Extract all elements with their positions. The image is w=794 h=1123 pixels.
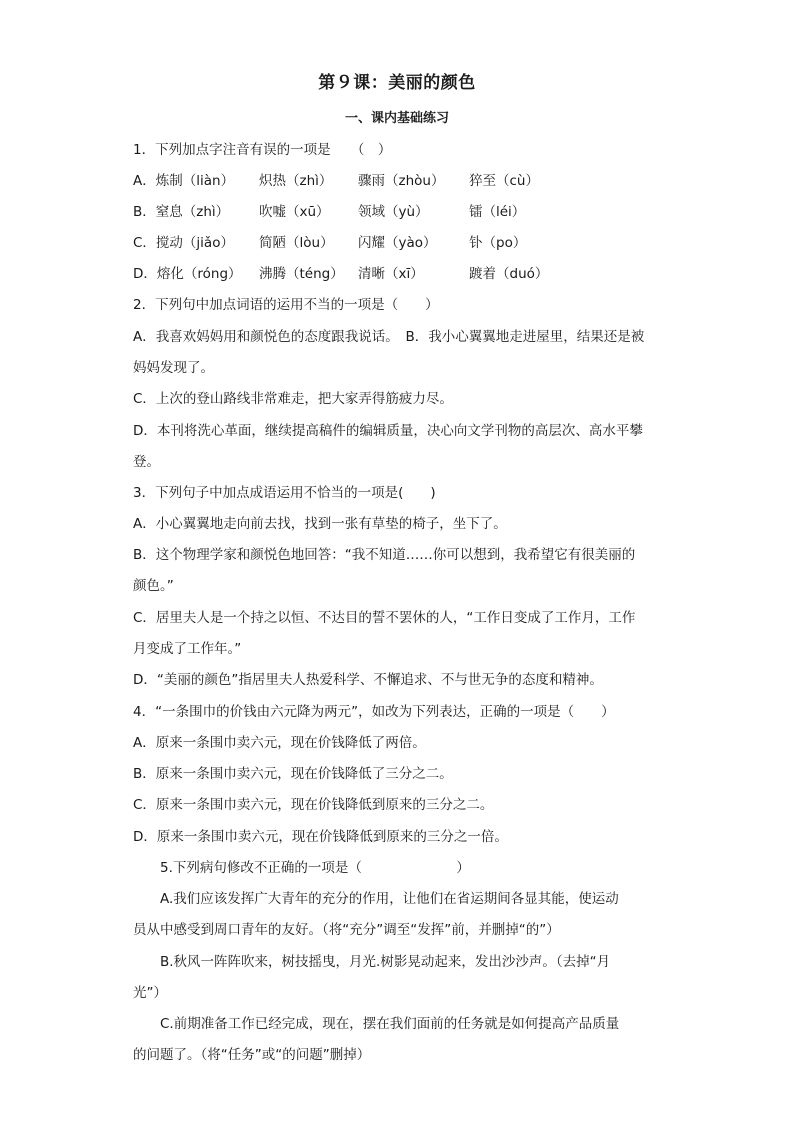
q5-option-b: B.秋风一阵阵吹来，树技摇曳，月光.树影晃动起来，发出沙沙声。（去掉“月	[160, 954, 611, 970]
q2-option-d-cont: 登。	[133, 454, 160, 470]
q2-option-c: C．上次的登山路线非常难走，把大家弄得筋疲力尽。	[133, 391, 453, 407]
q1-option: 吹嘘（xū）	[259, 204, 330, 220]
q5-stem: 5.下列病句修改不正确的一项是（ ）	[160, 860, 470, 876]
q1-stem: 1．下列加点字注音有误的一项是 （ ）	[133, 142, 392, 158]
q1-option: D．熔化（róng）	[133, 266, 242, 282]
q3-option-b-cont: 颜色。”	[133, 578, 174, 594]
q1-option: 领域（yù）	[358, 204, 429, 220]
q1-row-a	[133, 171, 553, 191]
q3-option-c: C．居里夫人是一个持之以恒、不达目的誓不罢休的人，“工作日变成了工作月，工作	[133, 610, 636, 626]
q5-option-c-cont: 的问题了。（将“任务”或“的问题”删掉）	[133, 1047, 371, 1063]
q1-option: 踱着（duó）	[469, 266, 549, 282]
q5-option-a: A.我们应该发挥广大青年的充分的作用，让他们在省运期间各显其能，使运动	[160, 891, 619, 907]
q5-option-c: C.前期准备工作已经完成，现在，摆在我们面前的任务就是如何提高产品质量	[160, 1016, 620, 1032]
q1-row-c	[133, 233, 553, 253]
q1-row-d	[133, 264, 553, 284]
q3-option-a: A．小心翼翼地走向前去找，找到一张有草垫的椅子，坐下了。	[133, 516, 507, 532]
q2-stem: 2．下列句中加点词语的运用不当的一项是（ ）	[133, 297, 439, 313]
q3-option-b: B．这个物理学家和颜悦色地回答：“我不知道……你可以想到，我希望它有很美丽的	[133, 547, 636, 563]
q2-option-d: D．本刊将洗心革面，继续提高稿件的编辑质量，决心向文学刊物的高层次、高水平攀	[133, 423, 643, 439]
page-title: 第９课：美丽的颜色	[318, 73, 476, 93]
section-heading: 一、课内基础练习	[344, 111, 449, 126]
q5-option-b-cont: 光”）	[133, 985, 167, 1001]
q1-option: 镭（léi）	[469, 204, 526, 220]
q5-option-a-cont: 员从中感受到周口青年的友好。（将“充分”调至“发挥”前，并删掉“的”）	[133, 922, 560, 938]
q1-option: C．搅动（jiǎo）	[133, 235, 234, 251]
q1-option: 钋（po）	[469, 235, 527, 251]
q1-option: 炽热（zhì）	[259, 173, 333, 189]
q1-option: 猝至（cù）	[469, 173, 539, 189]
q4-stem: 4．“一条围巾的价钱由六元降为两元”，如改为下列表达，正确的一项是（ ）	[133, 704, 615, 720]
q3-option-c-cont: 月变成了工作年。”	[133, 641, 242, 657]
q1-option: 沸腾（téng）	[259, 266, 344, 282]
q2-option-ab-cont: 妈妈发现了。	[133, 360, 214, 376]
q4-option-d: D．原来一条围巾卖六元，现在价钱降低到原来的三分之一倍。	[133, 829, 508, 845]
q1-option: 闪耀（yào）	[358, 235, 437, 251]
q2-option-ab: A．我喜欢妈妈用和颜悦色的态度跟我说话。 B．我小心翼翼地走进屋里，结果还是被	[133, 329, 645, 345]
q3-stem: 3．下列句子中加点成语运用不恰当的一项是( )	[133, 485, 436, 501]
q1-option: B．窒息（zhì）	[133, 204, 230, 220]
q4-option-b: B．原来一条围巾卖六元，现在价钱降低了三分之二。	[133, 766, 453, 782]
q1-option: 骤雨（zhòu）	[358, 173, 445, 189]
q4-option-c: C．原来一条围巾卖六元，现在价钱降低到原来的三分之二。	[133, 797, 494, 813]
q1-option: 简陋（lòu）	[259, 235, 334, 251]
q1-option: A．炼制（liàn）	[133, 173, 235, 189]
q4-option-a: A．原来一条围巾卖六元，现在价钱降低了两倍。	[133, 735, 426, 751]
q1-option: 清晰（xī）	[358, 266, 424, 282]
q3-option-d: D．“美丽的颜色”指居里夫人热爱科学、不懈追求、不与世无争的态度和精神。	[133, 672, 603, 688]
q1-row-b	[133, 202, 553, 222]
